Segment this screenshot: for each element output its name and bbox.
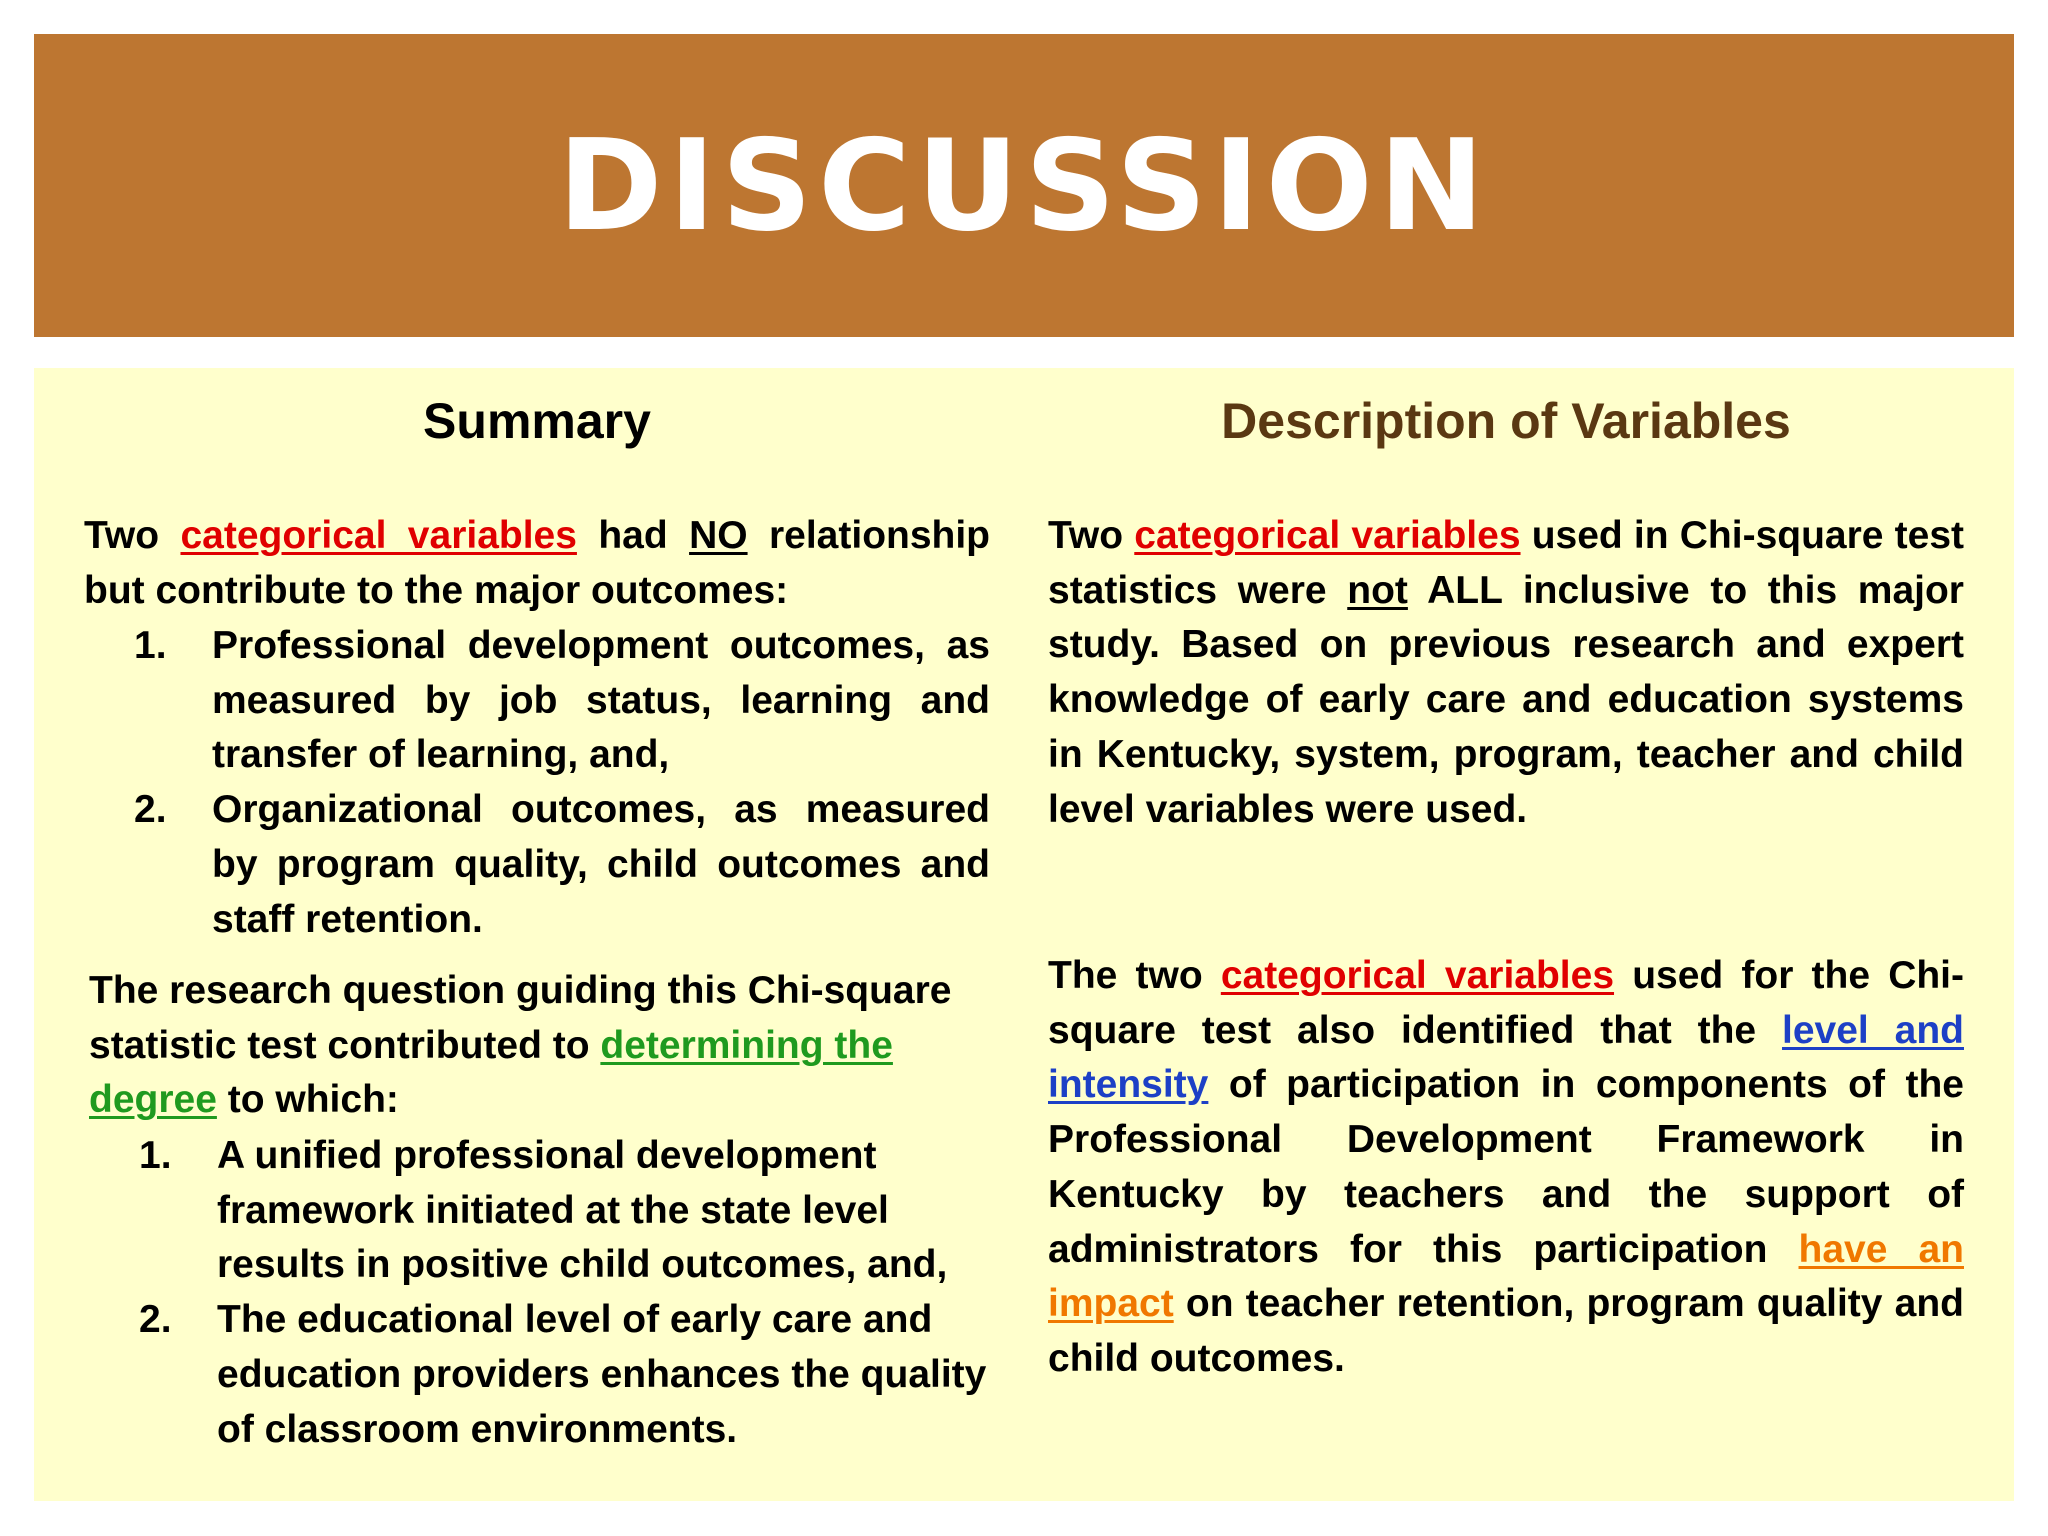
- list-item: 1. A unified professional development framework initiated at the state level results in positive child outcomes, and,: [139, 1134, 948, 1287]
- summary-heading: Summary: [423, 393, 651, 449]
- outcomes-list: [84, 619, 990, 947]
- list-item: 2. The educational level of early care and education providers enhances the quality of classroom environments.: [139, 1298, 987, 1451]
- variables-paragraph-2: The two categorical variables used for the Chi-square test also identified that the level and intensity of participation in components of the Professional Development Framework in Kentucky by teachers and the support of administrators for this participation have an impact on teacher retention, program quality and child outcomes.: [1048, 954, 1964, 1380]
- research-question: The research question guiding this Chi-square statistic test contributed to determining the degree to which:: [89, 969, 952, 1122]
- categorical-variables-link[interactable]: categorical variables: [1220, 954, 1615, 997]
- have-an-impact-link[interactable]: have an impact: [1048, 1227, 1964, 1326]
- no-emphasis: NO: [689, 514, 748, 557]
- slide-title: DISCUSSION: [557, 111, 1491, 259]
- hypotheses-list: [89, 1129, 989, 1457]
- title-banner: [34, 34, 2014, 337]
- determining-the-degree-link[interactable]: determining the degree: [89, 1023, 893, 1122]
- categorical-variables-link[interactable]: categorical variables: [1134, 514, 1521, 557]
- list-item: 1. Professional development outcomes, as measured by job status, learning and transfer of learning, and,: [134, 624, 990, 777]
- summary-intro: Two categorical variables had NO relationship but contribute to the major outcomes:: [84, 514, 991, 612]
- variables-heading: Description of Variables: [1221, 393, 1791, 449]
- categorical-variables-link[interactable]: categorical variables: [180, 514, 577, 557]
- list-item: 2. Organizational outcomes, as measured by program quality, child outcomes and staff retention.: [134, 788, 990, 941]
- variables-paragraph-1: Two categorical variables used in Chi-square test statistics were not ALL inclusive to this major study. Based on previous research and expert knowledge of early care and education systems in Kentucky, system, program, teacher and child level variables were used.: [1048, 514, 1965, 831]
- level-and-intensity-link[interactable]: level and intensity: [1048, 1008, 1964, 1107]
- not-emphasis: not: [1347, 568, 1408, 612]
